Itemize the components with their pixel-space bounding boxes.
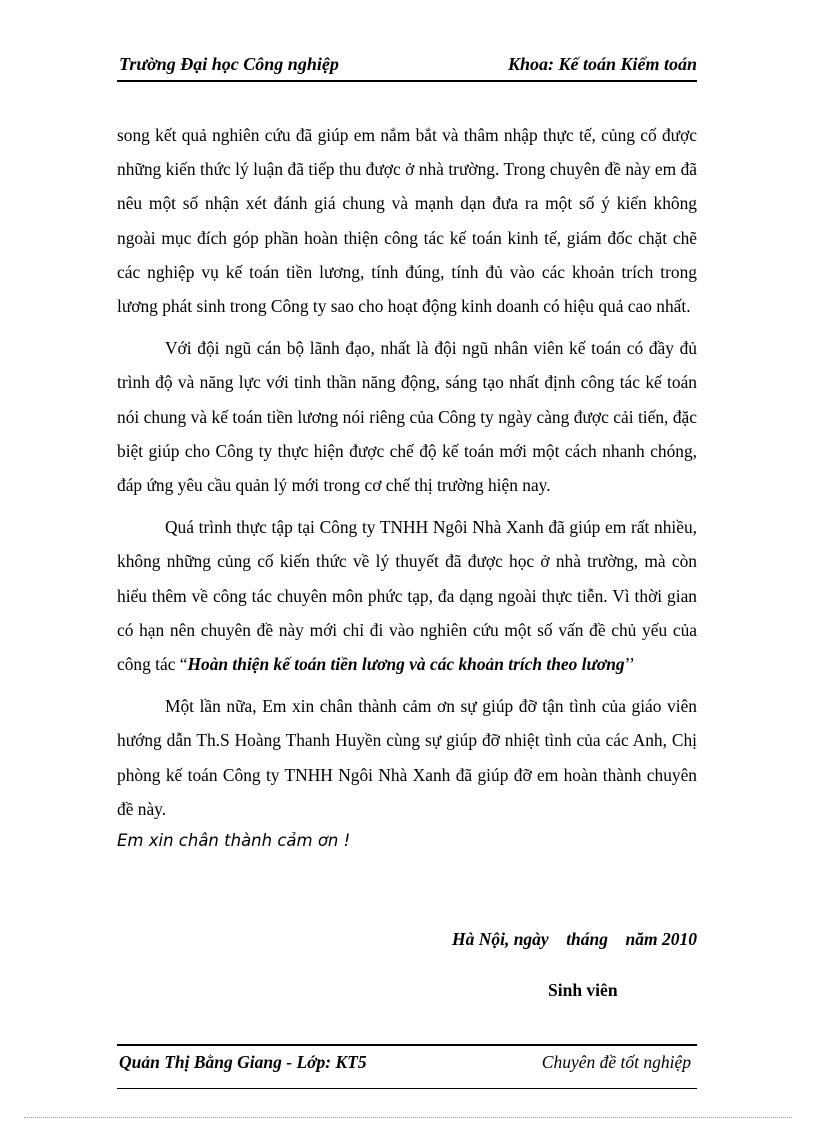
paragraph-4: Một lần nữa, Em xin chân thành cảm ơn sự giúp đỡ tận tình của giáo viên hướng dẫn Th.S Hoàng Thanh Huyền cùng sự giúp đỡ nhiệt tình của các Anh, Chị phòng kế toán Công ty TNHH Ngôi Nhà Xanh đã giúp đỡ em hoàn thành chuyên đề này. bbox=[117, 696, 697, 819]
page-header bbox=[117, 52, 697, 82]
header-university: Trường Đại học Công nghiệp bbox=[119, 54, 339, 74]
paragraph-1: song kết quả nghiên cứu đã giúp em nắm bắt và thâm nhập thực tế, củng cố được những kiến thức lý luận đã tiếp thu được ở nhà trường. Trong chuyên đề này em đã nêu một số nhận xét đánh giá chung và mạnh dạn đưa ra một số ý kiến không ngoài mục đích góp phần hoàn thiện công tác kế toán kinh tế, giám đốc chặt chẽ các nghiệp vụ kế toán tiền lương, tính đúng, tính đủ vào các khoản trích trong lương phát sinh trong Công ty sao cho hoạt động kinh doanh có hiệu quả cao nhất. bbox=[117, 125, 697, 317]
paragraph-3 bbox=[117, 510, 697, 681]
closing-quote: ’’ bbox=[624, 654, 635, 675]
page-bottom-dotted-line bbox=[24, 1117, 792, 1118]
header-faculty: Khoa: Kế toán Kiểm toán bbox=[507, 54, 697, 74]
footer-author: Quản Thị Bằng Giang - Lớp: KT5 bbox=[119, 1052, 367, 1072]
paragraph-2: Với đội ngũ cán bộ lãnh đạo, nhất là đội ngũ nhân viên kế toán có đầy đủ trình độ và năng lực với tinh thần năng động, sáng tạo nhất định công tác kế toán nói chung và kế toán tiền lương nói riêng của Công ty ngày càng được cải tiến, đặc biệt giúp cho Công ty thực hiện được chế độ kế toán mới một cách nhanh chóng, đáp ứng yêu cầu quản lý mới trong cơ chế thị trường hiện nay. bbox=[117, 338, 697, 496]
paragraph-3-text: Quá trình thực tập tại Công ty TNHH Ngôi Nhà Xanh đã giúp em rất nhiều, không những củng cố kiến thức về lý thuyết đã được học ở nhà trường, mà còn hiểu thêm về công tác chuyên môn phức tạp, đa dạng ngoài thực tiễn. Vì thời gian có hạn nên chuyên đề này mới chỉ đi vào nghiên cứu một số vấn đề chủ yếu của công tác “ bbox=[117, 517, 697, 675]
date-line: Hà Nội, ngày tháng năm 2010 bbox=[451, 929, 697, 949]
signature-label: Sinh viên bbox=[548, 980, 618, 1000]
footer-doc-type: Chuyên đề tốt nghiệp bbox=[541, 1052, 691, 1072]
footer-rule bbox=[117, 1088, 697, 1089]
report-title: Hoàn thiện kế toán tiền lương và các khoản trích theo lương bbox=[187, 654, 625, 675]
page-footer bbox=[117, 1044, 697, 1078]
thanks-line: Em xin chân thành cảm ơn ! bbox=[117, 831, 351, 851]
document-body bbox=[117, 118, 697, 856]
